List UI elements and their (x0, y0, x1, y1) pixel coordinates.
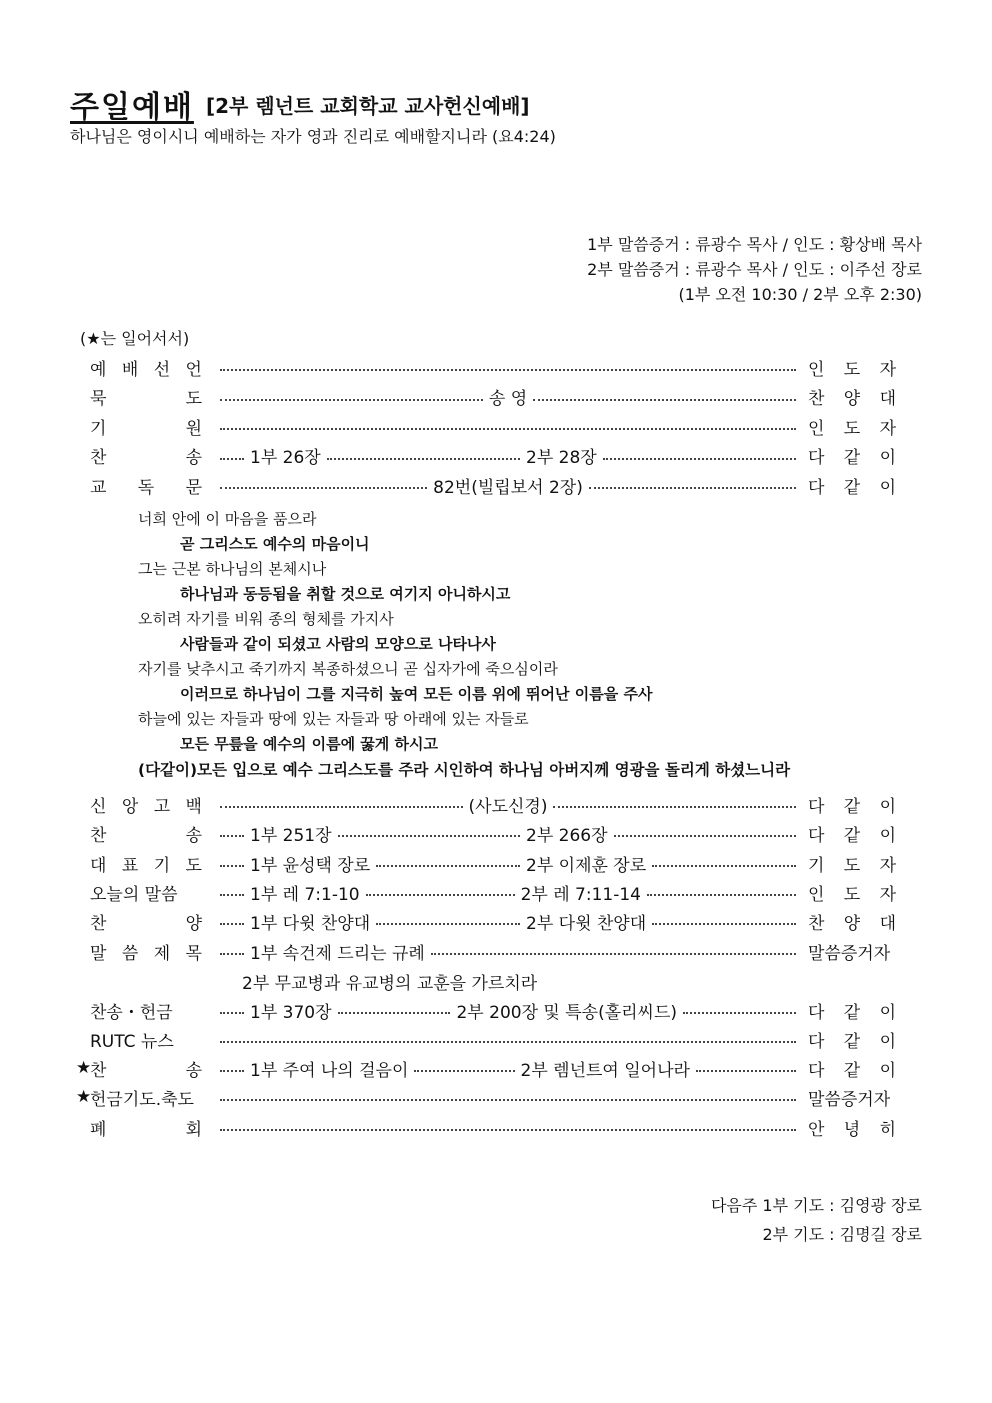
label-char: 찬 (90, 1060, 107, 1081)
part2-detail: 2부 레 7:11-14 (520, 884, 642, 905)
leader-char: 같 (843, 1031, 861, 1052)
order-leader (808, 1085, 896, 1110)
leader-char: 도 (843, 418, 861, 439)
leader-char: 도 (843, 884, 861, 905)
leader-char: 같 (843, 448, 861, 468)
leader-dots (220, 923, 244, 925)
order-label (90, 414, 202, 439)
leader-char: 자 (879, 418, 896, 439)
page-title: 주일예배 (70, 90, 194, 125)
leader-dots (220, 835, 244, 837)
order-leader (808, 792, 896, 817)
order-row (76, 354, 896, 380)
order-detail (202, 473, 808, 498)
leader-char: 대 (879, 389, 896, 409)
leader-dots (220, 428, 796, 430)
leader-char: 다 (808, 1060, 825, 1081)
order-row (76, 997, 896, 1023)
order-row (76, 1114, 896, 1140)
leader-dots (220, 487, 427, 489)
order-detail (202, 939, 808, 964)
leader-char: 이 (879, 825, 896, 846)
label-char: 헌금기도.축도 (90, 1089, 194, 1110)
label-char: 양 (185, 913, 202, 934)
order-detail (202, 1056, 808, 1081)
leader-char: 기 (808, 855, 825, 876)
order-label (90, 384, 202, 409)
label-char: 기 (90, 418, 107, 439)
leader-char: 도 (843, 855, 861, 876)
leader-dots (220, 865, 244, 867)
leader-dots (220, 953, 244, 955)
leader-char: 다 (808, 796, 825, 817)
label-char: 오늘의 말씀 (90, 884, 178, 905)
label-char: 도 (185, 855, 202, 876)
part2-detail: 2부 이제훈 장로 (526, 855, 647, 876)
order-leader (808, 384, 896, 409)
reading-line: 하늘에 있는 자들과 땅에 있는 자들과 땅 아래에 있는 자들로 (138, 710, 529, 728)
part2-detail: 2부 266장 (526, 825, 608, 846)
order-detail (202, 363, 808, 371)
leader-char: 이 (879, 1060, 896, 1081)
next-week-prayer-2: 2부 기도 : 김명길 장로 (762, 1225, 922, 1244)
preacher-line-1: 1부 말씀증거 : 류광수 목사 / 인도 : 황상배 목사 (587, 235, 922, 254)
leader-dots (220, 399, 483, 401)
reading-line: 곧 그리스도 예수의 마음이니 (180, 535, 370, 553)
order-label (90, 1027, 202, 1052)
order-mid-text: (사도신경) (468, 796, 548, 817)
label-char: RUTC 뉴스 (90, 1031, 174, 1052)
part2-detail: 2부 200장 및 특송(홀리씨드) (456, 1002, 678, 1023)
label-char: 찬송・헌금 (90, 1002, 173, 1023)
order-leader (808, 851, 896, 876)
label-char: 배 (121, 359, 139, 380)
order-leader (808, 998, 896, 1023)
leader-dots (220, 369, 796, 371)
order-row (76, 879, 896, 905)
label-char: 찬 (90, 913, 107, 934)
order-row (76, 443, 896, 469)
order-leader (808, 355, 896, 380)
order-detail (202, 851, 808, 876)
order-label (90, 473, 202, 498)
leader-dots (220, 458, 244, 460)
leader-char: 인 (808, 418, 825, 439)
leader-dots (220, 1099, 796, 1101)
order-leader (808, 1027, 896, 1052)
label-char: 백 (185, 796, 202, 817)
order-detail (202, 792, 808, 817)
part1-detail: 1부 윤성택 장로 (250, 855, 371, 876)
label-char: 신 (90, 796, 107, 817)
leader-char: 다 (808, 477, 825, 498)
reading-line: 사람들과 같이 되셨고 사람의 모양으로 나타나사 (180, 635, 496, 653)
order-label (90, 1115, 202, 1140)
leader-char: 인 (808, 884, 825, 905)
order-leader (808, 909, 896, 934)
part1-detail: 1부 주여 나의 걸음이 (250, 1060, 409, 1081)
order-row (76, 472, 896, 498)
leader-dots (220, 894, 244, 896)
leader-char: 같 (843, 1002, 861, 1023)
leader-char: 이 (879, 796, 896, 817)
label-char: 폐 (90, 1119, 107, 1140)
leader-dots (338, 1012, 451, 1014)
leader-char: 양 (843, 389, 861, 409)
leader-dots (220, 1129, 796, 1131)
order-label (90, 909, 202, 934)
reading-line: 하나님과 동등됨을 취할 것으로 여기지 아니하시고 (180, 585, 511, 603)
leader-dots (431, 953, 796, 955)
leader-dots (414, 1070, 514, 1072)
label-char: 선 (153, 359, 171, 380)
label-char: 송 (185, 825, 202, 846)
order-label (90, 1085, 202, 1110)
label-char: 목 (185, 943, 202, 964)
order-leader (808, 443, 896, 468)
order-row (76, 1084, 896, 1110)
leader-dots (338, 835, 520, 837)
part2-detail: 2부 렘넌트여 일어나라 (520, 1060, 690, 1081)
reading-line: 모든 무릎을 예수의 이름에 꿇게 하시고 (180, 735, 438, 753)
leader-char: 다 (808, 1031, 825, 1052)
leader-char: 찬 (808, 913, 825, 934)
service-subtitle: [2부 렘넌트 교회학교 교사헌신예배] (206, 94, 530, 118)
leader-dots (603, 458, 796, 460)
leader-dots (220, 806, 463, 808)
leader-dots (652, 923, 796, 925)
label-char: 찬 (90, 825, 107, 846)
label-char: 제 (153, 943, 171, 964)
order-row (76, 791, 896, 817)
order-row (76, 1055, 896, 1081)
service-times: (1부 오전 10:30 / 2부 오후 2:30) (678, 285, 922, 304)
order-leader (808, 1056, 896, 1081)
leader-char: 다 (808, 448, 825, 468)
label-char: 송 (185, 448, 202, 468)
reading-line: 오히려 자기를 비워 종의 형체를 가지사 (138, 610, 394, 628)
label-char: 앙 (121, 796, 139, 817)
leader-dots (376, 865, 520, 867)
order-row (76, 908, 896, 934)
label-char: 도 (185, 389, 202, 409)
order-row (76, 1026, 896, 1052)
order-detail (202, 422, 808, 430)
stand-star: ★ (76, 1058, 92, 1078)
order-detail (202, 880, 808, 905)
part2-detail: 2부 다윗 찬양대 (526, 913, 647, 934)
leader-char: 대 (879, 913, 896, 934)
leader-dots (614, 835, 796, 837)
leader-char: 다 (808, 825, 825, 846)
label-char: 표 (121, 855, 139, 876)
order-label (90, 998, 202, 1023)
leader-char: 자 (879, 884, 896, 905)
leader-dots (589, 487, 796, 489)
leader-char: 같 (843, 796, 861, 817)
reading-line: (다같이)모든 입으로 예수 그리스도를 주라 시인하여 하나님 아버지께 영광을 돌리게 하셨느니라 (138, 761, 791, 779)
part1-detail: 1부 370장 (250, 1002, 332, 1023)
order-row (76, 384, 896, 410)
order-label (90, 1056, 202, 1081)
leader-dots (647, 894, 796, 896)
order-leader (808, 821, 896, 846)
leader-dots (327, 458, 520, 460)
label-char: 송 (185, 1060, 202, 1081)
label-char: 씀 (121, 943, 139, 964)
part1-detail: 1부 다윗 찬양대 (250, 913, 371, 934)
part1-detail: 1부 속건제 드리는 규례 (250, 943, 425, 964)
leader-char: 양 (843, 913, 861, 934)
leader-dots (652, 865, 796, 867)
order-detail (202, 384, 808, 409)
leader-dots (376, 923, 520, 925)
leader-dots (696, 1070, 796, 1072)
label-char: 고 (153, 796, 171, 817)
order-leader (808, 1115, 896, 1140)
label-char: 찬 (90, 448, 107, 468)
leader-char: 찬 (808, 389, 825, 409)
preacher-line-2: 2부 말씀증거 : 류광수 목사 / 인도 : 이주선 장로 (587, 260, 922, 279)
theme-verse: 하나님은 영이시니 예배하는 자가 영과 진리로 예배할지니라 (요4:24) (70, 127, 556, 146)
leader-char: 자 (879, 359, 896, 380)
label-char: 묵 (90, 389, 107, 409)
leader-dots (220, 1041, 796, 1043)
part1-detail: 1부 251장 (250, 825, 332, 846)
leader-char: 안 (808, 1119, 825, 1140)
reading-line: 이러므로 하나님이 그를 지극히 높여 모든 이름 위에 뛰어난 이름을 주사 (180, 685, 653, 703)
leader-char: 도 (843, 359, 861, 380)
label-char: 회 (185, 1119, 202, 1140)
label-char: 원 (185, 418, 202, 439)
reading-line: 그는 근본 하나님의 본체시나 (138, 560, 327, 578)
order-detail (202, 909, 808, 934)
leader-dots (533, 399, 796, 401)
order-row (76, 413, 896, 439)
leader-char: 자 (879, 855, 896, 876)
order-mid-text: 82번(빌립보서 2장) (433, 477, 583, 498)
leader-dots (220, 1012, 244, 1014)
order-leader (808, 880, 896, 905)
order-leader (808, 939, 896, 964)
part2-detail: 2부 28장 (526, 448, 597, 468)
leader-char: 이 (879, 1002, 896, 1023)
label-char: 교 (90, 477, 107, 498)
order-label (90, 880, 202, 905)
order-detail (202, 821, 808, 846)
order-label (90, 792, 202, 817)
reading-line: 자기를 낮추시고 죽기까지 복종하셨으니 곧 십자가에 죽으심이라 (138, 660, 558, 678)
stand-star: ★ (76, 1087, 92, 1107)
leader-char: 같 (843, 477, 861, 498)
order-leader (808, 414, 896, 439)
leader-char: 말씀증거자 (808, 943, 891, 964)
label-char: 문 (185, 477, 202, 498)
order-detail (202, 443, 808, 468)
leader-dots (220, 1070, 244, 1072)
order-label (90, 355, 202, 380)
sermon-part2: 2부 무교병과 유교병의 교훈을 가르치라 (242, 974, 538, 994)
order-detail (202, 1093, 808, 1101)
order-label (90, 939, 202, 964)
label-char: 예 (90, 359, 107, 380)
leader-char: 다 (808, 1002, 825, 1023)
order-detail (202, 1123, 808, 1131)
leader-char: 같 (843, 825, 861, 846)
leader-char: 인 (808, 359, 825, 380)
part1-detail: 1부 26장 (250, 448, 321, 468)
leader-dots (683, 1012, 796, 1014)
order-detail (202, 1035, 808, 1043)
order-label (90, 821, 202, 846)
leader-char: 녕 (843, 1119, 861, 1140)
order-mid-text: 송 영 (488, 389, 528, 409)
order-row (76, 850, 896, 876)
label-char: 대 (90, 855, 107, 876)
order-leader (808, 473, 896, 498)
leader-dots (366, 894, 515, 896)
stand-note: (★는 일어서서) (80, 329, 190, 348)
leader-char: 히 (879, 1119, 896, 1140)
leader-char: 이 (879, 448, 896, 468)
next-week-prayer-1: 다음주 1부 기도 : 김영광 장로 (710, 1196, 922, 1215)
order-row (76, 820, 896, 846)
leader-char: 이 (879, 477, 896, 498)
part1-detail: 1부 레 7:1-10 (250, 884, 360, 905)
reading-line: 너희 안에 이 마음을 품으라 (138, 510, 317, 528)
leader-dots (553, 806, 796, 808)
label-char: 독 (137, 477, 155, 498)
order-label (90, 443, 202, 468)
order-label (90, 851, 202, 876)
label-char: 기 (153, 855, 171, 876)
label-char: 언 (185, 359, 202, 380)
label-char: 말 (90, 943, 107, 964)
order-row (76, 938, 896, 964)
leader-char: 이 (879, 1031, 896, 1052)
leader-char: 같 (843, 1060, 861, 1081)
order-detail (202, 998, 808, 1023)
leader-char: 말씀증거자 (808, 1089, 891, 1110)
